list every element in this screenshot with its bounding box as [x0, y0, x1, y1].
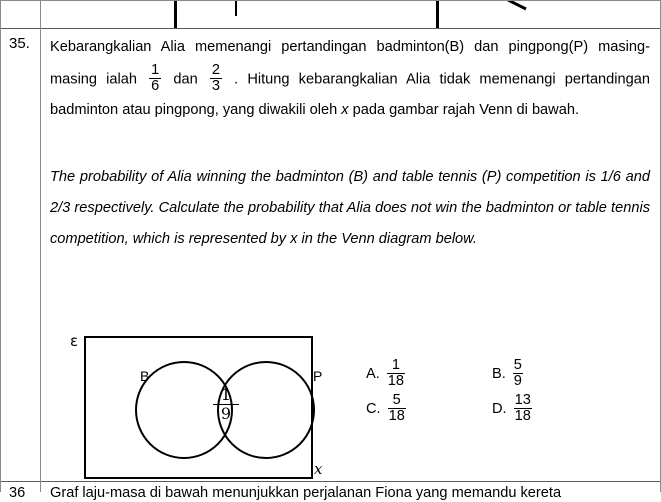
- venn-diagram: [60, 328, 330, 488]
- venn-universal-set-box: [84, 336, 323, 479]
- malay-fraction-one-sixth: [149, 63, 161, 95]
- next-question-number: 36: [9, 485, 26, 501]
- option-b-fraction: [513, 358, 523, 390]
- venn-label-x: x: [314, 460, 323, 478]
- option-b-key: B.: [492, 366, 506, 383]
- table-vrule-number-col: [40, 0, 41, 492]
- fraction-denominator: 9: [513, 373, 522, 390]
- venn-label-p: P: [313, 368, 323, 384]
- option-a-key: A.: [366, 366, 380, 383]
- question-text-english: The probability of Alia winning the badminton (B) and table tennis (P) competition is 1/6 and 2/3 respectively. Calculate the probability that Alia does not win the badminton or table tennis competition, which is represented by x in the Venn diagram below.: [50, 169, 650, 247]
- option-c-key: C.: [366, 401, 381, 418]
- fraction-numerator: 1: [391, 357, 400, 373]
- option-d[interactable]: [492, 393, 532, 425]
- option-c-fraction: [388, 393, 406, 425]
- malay-run-2: dan: [164, 71, 207, 88]
- question-text-malay: [50, 32, 650, 126]
- fraction-denominator: 9: [213, 404, 239, 423]
- fraction-numerator: 5: [513, 357, 522, 373]
- fraction-denominator: 18: [514, 408, 531, 425]
- option-d-key: D.: [492, 401, 507, 418]
- option-d-fraction: [514, 393, 532, 425]
- table-rule-above-q35: [0, 28, 661, 29]
- figure-fragment-vline-2: [235, 0, 237, 16]
- malay-run-1: Kebarangkalian Alia memenangi pertandingan badminton(B) dan pingpong(P) masing-masing ialah: [50, 39, 650, 88]
- fraction-denominator: 18: [388, 408, 405, 425]
- malay-fraction-two-thirds: [210, 63, 222, 95]
- option-b[interactable]: [492, 358, 523, 390]
- fraction-numerator: 1: [220, 385, 232, 404]
- table-vrule-left: [0, 0, 1, 492]
- malay-run-4: pada gambar rajah Venn di bawah.: [348, 102, 579, 119]
- venn-label-b: B: [140, 368, 150, 384]
- table-rule-top: [0, 0, 661, 1]
- venn-universal-set-label: ε: [70, 332, 79, 350]
- figure-fragment-diagonal: [500, 0, 540, 16]
- figure-fragment-vline-1: [174, 0, 177, 28]
- fraction-numerator: 5: [392, 392, 401, 408]
- malay-run-3: . Hitung kebarangkalian Alia tidak memenangi pertandingan badminton atau pingpong, yang diwakili oleh: [50, 71, 650, 119]
- fraction-numerator: 1: [151, 62, 160, 78]
- next-question-text: Graf laju-masa di bawah menunjukkan perjalanan Fiona yang memandu kereta: [50, 485, 562, 501]
- option-a[interactable]: [366, 358, 405, 390]
- fraction-denominator: 3: [211, 78, 221, 95]
- figure-fragment-vline-3: [436, 0, 439, 28]
- option-a-fraction: [387, 358, 405, 390]
- venn-intersection-value: [213, 386, 239, 422]
- question-number: 35.: [9, 35, 30, 52]
- fraction-numerator: 2: [211, 62, 221, 78]
- fraction-denominator: 6: [151, 78, 160, 95]
- malay-variable-x: x: [341, 102, 349, 119]
- fraction-numerator: 13: [514, 392, 531, 408]
- fraction-denominator: 18: [387, 373, 405, 390]
- option-c[interactable]: [366, 393, 406, 425]
